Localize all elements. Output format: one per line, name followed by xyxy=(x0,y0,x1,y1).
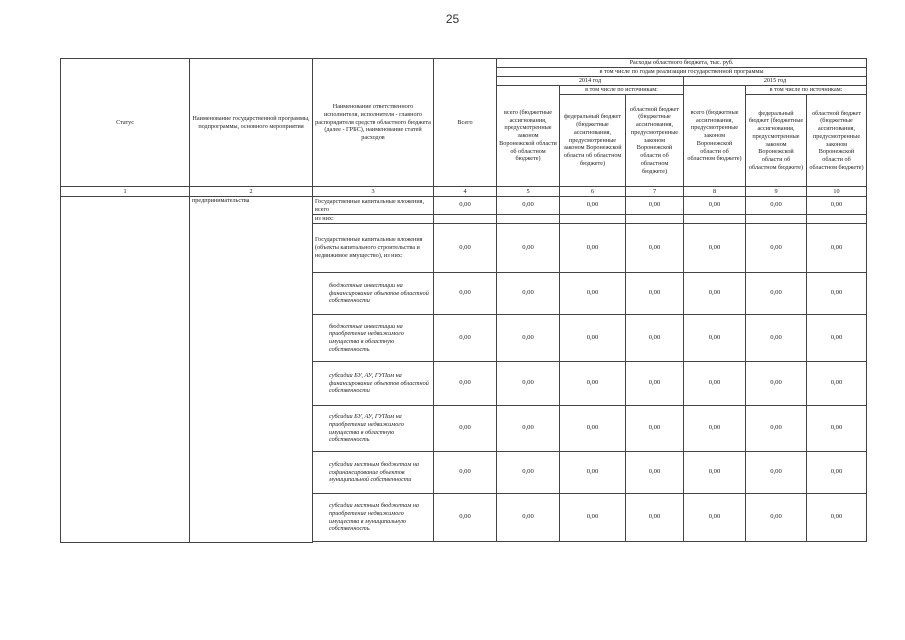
value-cell: 0,00 xyxy=(626,494,684,542)
value-cell: 0,00 xyxy=(560,197,626,215)
row-label xyxy=(313,362,434,406)
row-label-text: субсидии местным бюджетам на софинансирование объектов муниципальной собственности xyxy=(329,460,420,484)
header-executor: Наименование ответственного исполнителя, исполнителя - главного распорядителя средств областного бюджета (далее - ГРБС), наименование статей расходов xyxy=(313,59,434,187)
header-sources-2014: в том числе по источникам: xyxy=(560,86,684,95)
value-cell: 0,00 xyxy=(434,315,497,362)
value-cell: 0,00 xyxy=(434,273,497,315)
value-cell: 0,00 xyxy=(560,362,626,406)
value-cell: 0,00 xyxy=(684,452,746,494)
value-cell: 0,00 xyxy=(560,452,626,494)
row-label xyxy=(313,406,434,452)
header-by-years: в том числе по годам реализации государственной программы xyxy=(497,68,867,77)
col-number: 7 xyxy=(626,187,684,197)
value-cell: 0,00 xyxy=(626,362,684,406)
status-cell xyxy=(61,197,190,543)
value-cell: 0,00 xyxy=(434,452,497,494)
value-cell: 0,00 xyxy=(560,273,626,315)
value-cell: 0,00 xyxy=(434,197,497,215)
value-cell: 0,00 xyxy=(746,494,807,542)
value-cell: 0,00 xyxy=(684,315,746,362)
value-cell: 0,00 xyxy=(807,273,867,315)
col-number: 6 xyxy=(560,187,626,197)
header-program-name: Наименование государственной программы, подпрограммы, основного мероприятия xyxy=(190,59,313,187)
value-cell: 0,00 xyxy=(497,452,560,494)
header-year-2015: 2015 год xyxy=(684,77,867,86)
value-cell: 0,00 xyxy=(684,224,746,273)
row-label: из них: xyxy=(313,215,434,224)
value-cell: 0,00 xyxy=(497,273,560,315)
value-cell: 0,00 xyxy=(497,315,560,362)
col-number: 5 xyxy=(497,187,560,197)
row-label: Государственные капитальные вложения (объекты капитального строительства и недвижимое имущество), из них: xyxy=(313,224,434,273)
header-sources-2015: в том числе по источникам: xyxy=(746,86,867,95)
col-number: 10 xyxy=(807,187,867,197)
value-cell: 0,00 xyxy=(626,197,684,215)
page-number: 25 xyxy=(445,12,460,26)
header-col6: федеральный бюджет (бюджетные ассигнования, предусмотренные законом Воронежской области об областном бюджете) xyxy=(560,95,626,187)
value-cell: 0,00 xyxy=(560,494,626,542)
value-cell: 0,00 xyxy=(807,224,867,273)
col-number: 9 xyxy=(746,187,807,197)
col-number: 2 xyxy=(190,187,313,197)
row-label xyxy=(313,452,434,494)
value-cell: 0,00 xyxy=(746,406,807,452)
value-cell: 0,00 xyxy=(746,362,807,406)
value-cell: 0,00 xyxy=(434,224,497,273)
row-label-text: субсидии местным бюджетам на приобретение недвижимого имущества в муниципальную собственность xyxy=(329,502,420,533)
value-cell: 0,00 xyxy=(626,406,684,452)
col-number: 4 xyxy=(434,187,497,197)
col-number: 1 xyxy=(61,187,190,197)
value-cell: 0,00 xyxy=(434,494,497,542)
value-cell: 0,00 xyxy=(684,362,746,406)
value-cell: 0,00 xyxy=(684,494,746,542)
budget-table xyxy=(60,58,867,543)
row-label xyxy=(313,315,434,362)
value-cell: 0,00 xyxy=(807,452,867,494)
row-label xyxy=(313,494,434,542)
header-total: Всего xyxy=(434,59,497,187)
value-cell: 0,00 xyxy=(497,362,560,406)
row-label: Государственные капитальные вложения, всего xyxy=(313,197,434,215)
value-cell: 0,00 xyxy=(807,494,867,542)
value-cell: 0,00 xyxy=(684,273,746,315)
row-label-text: бюджетные инвестиции на финансирование объектов областной собственности xyxy=(329,281,429,305)
value-cell: 0,00 xyxy=(807,315,867,362)
value-cell: 0,00 xyxy=(626,224,684,273)
value-cell: 0,00 xyxy=(497,197,560,215)
table-row xyxy=(61,197,867,215)
value-cell: 0,00 xyxy=(497,406,560,452)
value-cell: 0,00 xyxy=(626,315,684,362)
value-cell: 0,00 xyxy=(746,273,807,315)
header-year-2014: 2014 год xyxy=(497,77,684,86)
value-cell: 0,00 xyxy=(807,406,867,452)
row-label-text: субсидии БУ, АУ, ГУПам на приобретение недвижимого имущества в областную собственность xyxy=(329,413,404,444)
header-col9: федеральный бюджет (бюджетные ассигнования, предусмотренные законом Воронежской области об областном бюджете) xyxy=(746,95,807,187)
value-cell: 0,00 xyxy=(807,197,867,215)
column-numbers-row xyxy=(61,187,867,197)
value-cell: 0,00 xyxy=(746,452,807,494)
value-cell: 0,00 xyxy=(746,315,807,362)
value-cell: 0,00 xyxy=(560,406,626,452)
program-cell: предпринимательства xyxy=(190,197,313,543)
value-cell: 0,00 xyxy=(497,494,560,542)
col-number: 8 xyxy=(684,187,746,197)
header-expenses: Расходы областного бюджета, тыс. руб. xyxy=(497,59,867,68)
row-label-text: бюджетные инвестиции на приобретение недвижимого имущества в областную собственность xyxy=(329,322,404,353)
row-label xyxy=(313,273,434,315)
header-col5: всего (бюджетные ассигнования, предусмотренные законом Воронежской области об областном бюджете) xyxy=(497,86,560,187)
header-col10: областной бюджет (бюджетные ассигнования, предусмотренные законом Воронежской области об областном бюджете) xyxy=(807,95,867,187)
value-cell: 0,00 xyxy=(434,406,497,452)
value-cell: 0,00 xyxy=(684,406,746,452)
value-cell: 0,00 xyxy=(560,224,626,273)
col-number: 3 xyxy=(313,187,434,197)
header-status: Статус xyxy=(61,59,190,187)
value-cell: 0,00 xyxy=(497,224,560,273)
value-cell: 0,00 xyxy=(626,452,684,494)
value-cell: 0,00 xyxy=(434,362,497,406)
row-label-text: субсидии БУ, АУ, ГУПам на финансирование объектов областной собственности xyxy=(329,371,429,395)
header-col7: областной бюджет (бюджетные ассигнования, предусмотренные законом Воронежской области об областном бюджете) xyxy=(626,95,684,187)
value-cell: 0,00 xyxy=(626,273,684,315)
value-cell: 0,00 xyxy=(684,197,746,215)
value-cell: 0,00 xyxy=(560,315,626,362)
value-cell: 0,00 xyxy=(746,224,807,273)
header-col8: всего (бюджетные ассигнования, предусмотренные законом Воронежской области об областном бюджете) xyxy=(684,86,746,187)
value-cell: 0,00 xyxy=(746,197,807,215)
value-cell: 0,00 xyxy=(807,362,867,406)
